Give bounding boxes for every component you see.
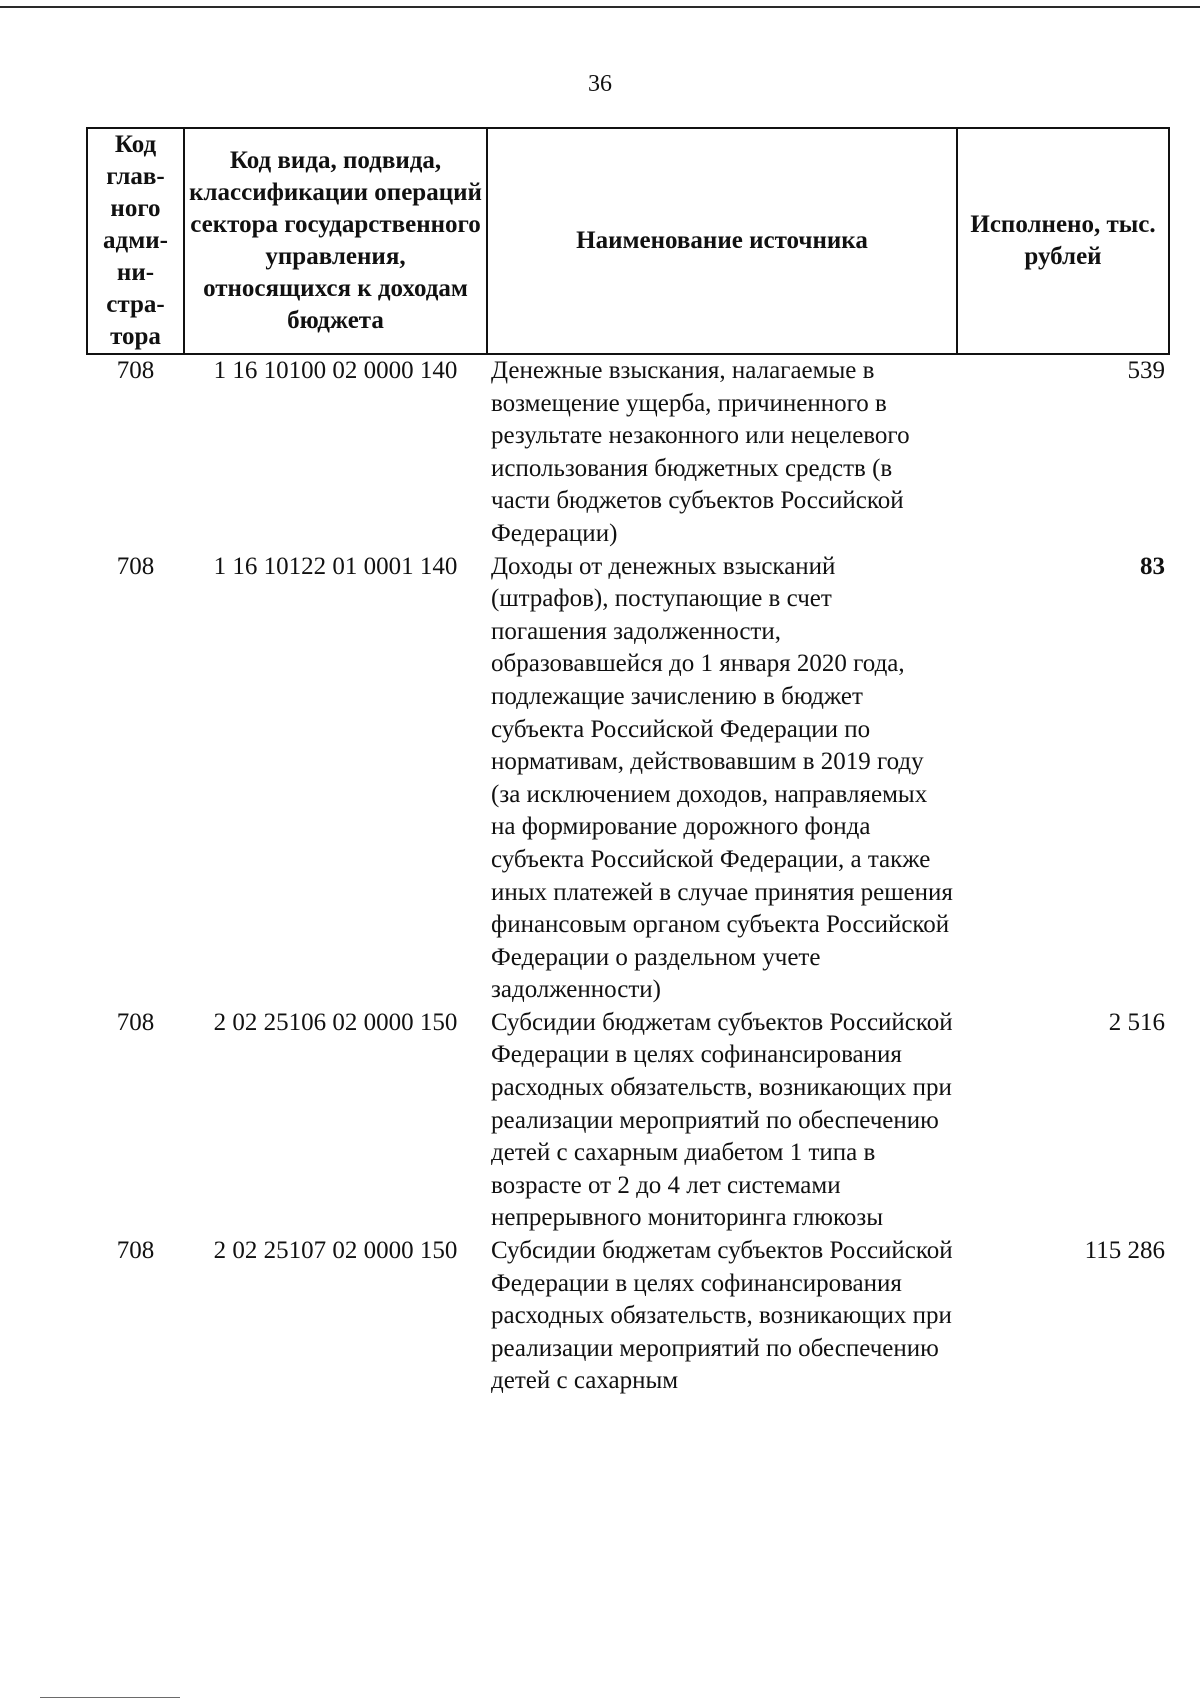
table-header — [87, 128, 1169, 354]
source-name-cell: Субсидии бюджетам субъектов Российской Федерации в целях софинансирования расходных обязательств, возникающих при реализации мероприятий по обеспечению детей с сахарным — [491, 1237, 953, 1395]
table-row — [87, 551, 1169, 1007]
type-code-cell: 2 02 25107 02 0000 150 — [213, 1237, 458, 1265]
amount-cell: 539 — [1127, 357, 1165, 384]
page-number: 36 — [588, 71, 612, 97]
admin-code-cell: 708 — [116, 1237, 155, 1265]
header-source-name: Наименование источника — [487, 128, 957, 354]
table-row — [87, 354, 1169, 551]
type-code-cell: 1 16 10100 02 0000 140 — [213, 357, 458, 384]
budget-sources-table — [86, 127, 1170, 1398]
table-row — [87, 1235, 1169, 1398]
amount-cell: 83 — [1140, 552, 1165, 580]
header-row — [87, 128, 1169, 354]
header-type-code: Код вида, подвида, классификации операций сектора государственного управления, относящихся к доходам бюджета — [184, 128, 487, 354]
table-body — [87, 354, 1169, 1398]
type-code-cell: 1 16 10122 01 0001 140 — [213, 552, 458, 580]
header-amount: Исполнено, тыс. рублей — [957, 128, 1169, 354]
amount-cell: 115 286 — [1084, 1237, 1165, 1265]
source-name-cell: Доходы от денежных взысканий (штрафов), поступающие в счет погашения задолженности, образовавшейся до 1 января 2020 года, подлежащие зачислению в бюджет субъекта Российской Федерации по нормативам, действовавшим в 2019 году (за исключением доходов, направляемых на формирование дорожного фонда субъекта Российской Федерации, а также иных платежей в случае принятия решения финансовым органом субъекта Российской Федерации о раздельном учете задолженности) — [491, 552, 953, 1004]
amount-cell: 2 516 — [1108, 1008, 1165, 1036]
type-code-cell: 2 02 25106 02 0000 150 — [213, 1008, 458, 1036]
table-row — [87, 1007, 1169, 1235]
scan-edge-bottom — [40, 1697, 180, 1698]
admin-code-cell: 708 — [116, 357, 155, 384]
header-admin-code: Код глав-ного адми-ни-стра-тора — [87, 128, 184, 354]
source-name-cell: Субсидии бюджетам субъектов Российской Федерации в целях софинансирования расходных обязательств, возникающих при реализации мероприятий по обеспечению детей с сахарным диабетом 1 типа в возрасте от 2 до 4 лет системами непрерывного мониторинга глюкозы — [491, 1008, 953, 1232]
admin-code-cell: 708 — [116, 552, 155, 580]
scan-edge-top — [0, 6, 1200, 8]
source-name-cell: Денежные взыскания, налагаемые в возмещение ущерба, причиненного в результате незаконного или нецелевого использования бюджетных средств (в части бюджетов субъектов Российской Федерации) — [491, 357, 910, 547]
admin-code-cell: 708 — [116, 1008, 155, 1036]
